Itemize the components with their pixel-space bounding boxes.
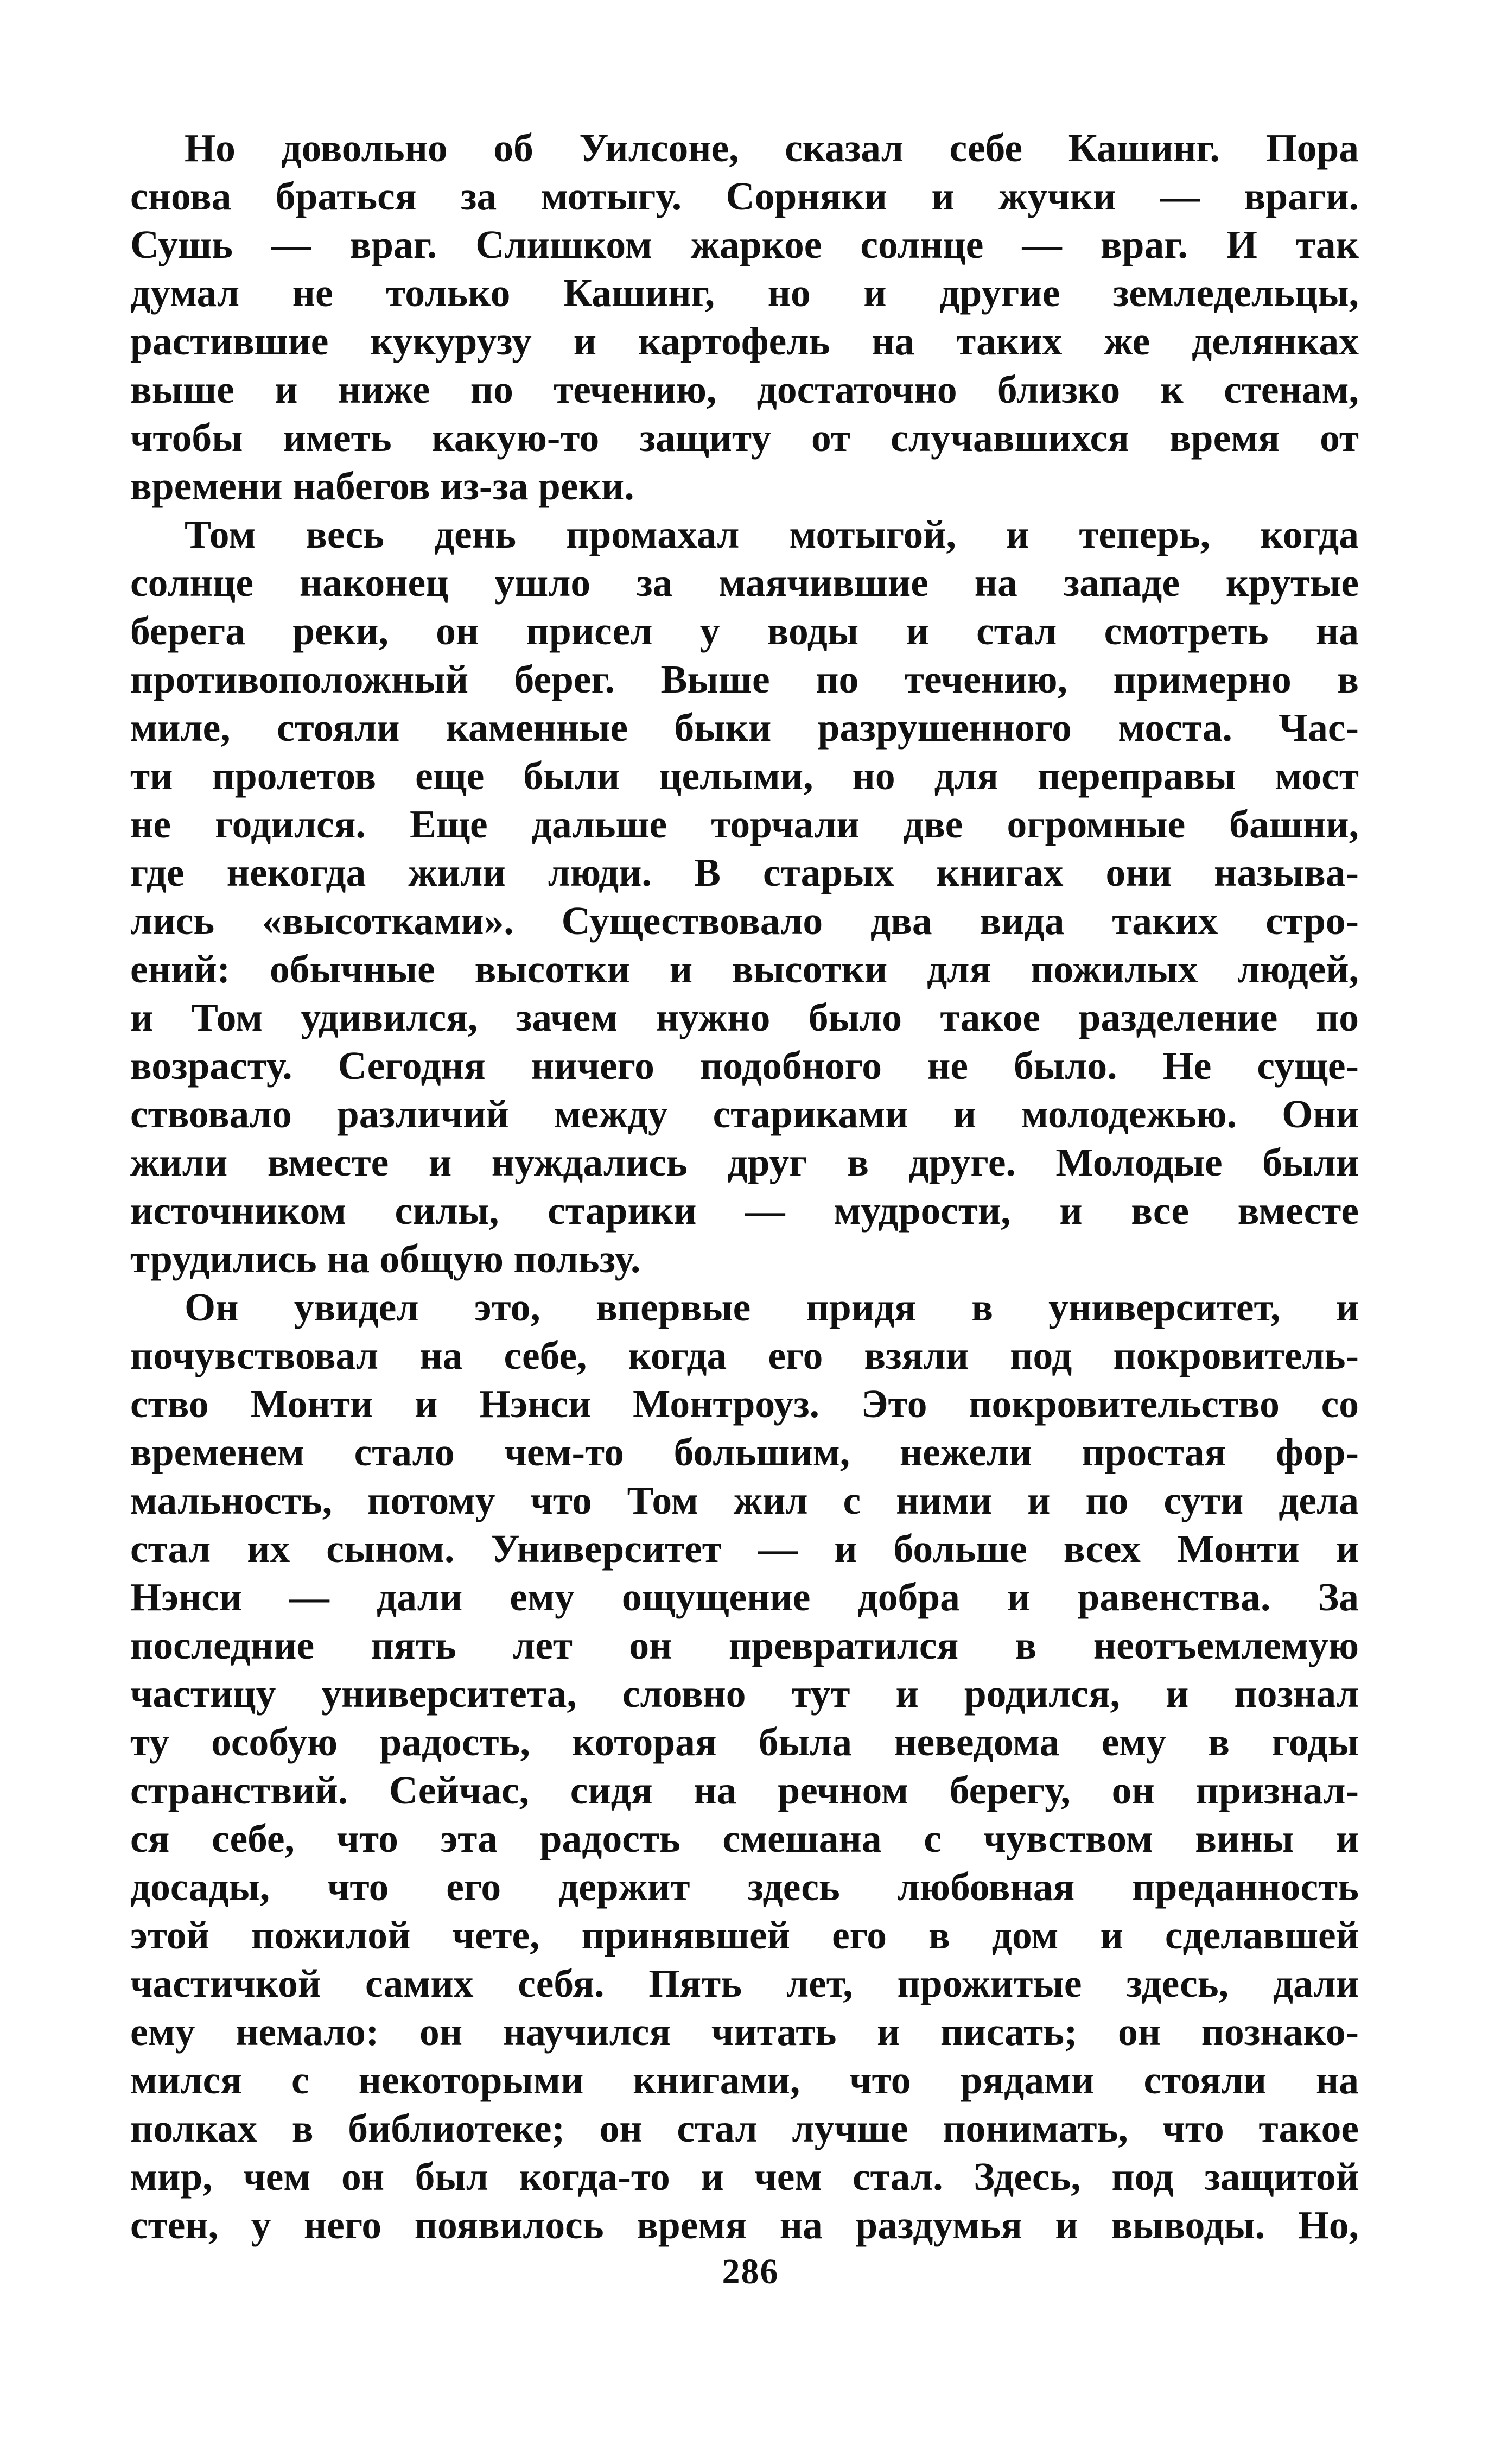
- text-line: временем стало чем-то большим, нежели простая фор-: [130, 1430, 1359, 1474]
- text-line: Но довольно об Уилсоне, сказал себе Кашинг. Пора: [185, 126, 1359, 170]
- text-line: ти пролетов еще были целыми, но для переправы мост: [130, 754, 1359, 798]
- text-line: мир, чем он был когда-то и чем стал. Здесь, под защитой: [130, 2155, 1359, 2199]
- text-line: странствий. Сейчас, сидя на речном берегу, он признал-: [130, 1768, 1359, 1812]
- text-line: стен, у него появилось время на раздумья и выводы. Но,: [130, 2203, 1359, 2247]
- page-body: [130, 124, 1359, 2249]
- text-line: ство Монти и Нэнси Монтроуз. Это покровительство со: [130, 1382, 1359, 1426]
- text-line: ствовало различий между стариками и молодежью. Они: [130, 1092, 1359, 1136]
- text-line: досады, что его держит здесь любовная преданность: [130, 1865, 1359, 1909]
- page-number: 286: [722, 2252, 779, 2291]
- text-line: почувствовал на себе, когда его взяли под покровитель-: [130, 1333, 1359, 1377]
- text-line: Он увидел это, впервые придя в университет, и: [185, 1285, 1359, 1329]
- text-line: снова браться за мотыгу. Сорняки и жучки — враги.: [130, 174, 1359, 218]
- text-line: времени набегов из-за реки.: [130, 464, 634, 508]
- paragraph-1: [130, 124, 1359, 510]
- text-line: трудились на общую пользу.: [130, 1237, 641, 1281]
- text-line: мился с некоторыми книгами, что рядами стояли на: [130, 2058, 1359, 2102]
- text-line: растившие кукурузу и картофель на таких же делянках: [130, 319, 1359, 363]
- text-line: этой пожилой чете, принявшей его в дом и сделавшей: [130, 1913, 1359, 1957]
- text-line: ся себе, что эта радость смешана с чувством вины и: [130, 1817, 1359, 1860]
- text-line: где некогда жили люди. В старых книгах они называ-: [130, 850, 1359, 894]
- text-line: полках в библиотеке; он стал лучше понимать, что такое: [130, 2106, 1359, 2150]
- text-line: миле, стояли каменные быки разрушенного моста. Час-: [130, 706, 1359, 750]
- text-line: Том весь день промахал мотыгой, и теперь, когда: [185, 512, 1359, 556]
- text-line: противоположный берег. Выше по течению, примерно в: [130, 657, 1359, 701]
- paragraph-3: [130, 1283, 1359, 2249]
- text-line: Сушь — враг. Слишком жаркое солнце — враг. И так: [130, 223, 1359, 266]
- text-line: возрасту. Сегодня ничего подобного не было. Не суще-: [130, 1044, 1359, 1088]
- text-line: Нэнси — дали ему ощущение добра и равенства. За: [130, 1575, 1359, 1619]
- text-line: ений: обычные высотки и высотки для пожилых людей,: [130, 947, 1359, 991]
- text-line: думал не только Кашинг, но и другие земледельцы,: [130, 271, 1359, 315]
- text-line: последние пять лет он превратился в неотъемлемую: [130, 1623, 1359, 1667]
- text-line: стал их сыном. Университет — и больше всех Монти и: [130, 1527, 1359, 1571]
- text-line: жили вместе и нуждались друг в друге. Молодые были: [130, 1140, 1359, 1184]
- paragraph-2: [130, 510, 1359, 1283]
- text-line: источником силы, старики — мудрости, и все вместе: [130, 1189, 1359, 1233]
- text-line: берега реки, он присел у воды и стал смотреть на: [130, 609, 1359, 653]
- text-line: частицу университета, словно тут и родился, и познал: [130, 1672, 1359, 1716]
- text-line: и Том удивился, зачем нужно было такое разделение по: [130, 995, 1359, 1039]
- text-line: выше и ниже по течению, достаточно близко к стенам,: [130, 367, 1359, 411]
- text-line: ему немало: он научился читать и писать; он познако-: [130, 2010, 1359, 2054]
- text-line: частичкой самих себя. Пять лет, прожитые здесь, дали: [130, 1961, 1359, 2005]
- text-line: не годился. Еще дальше торчали две огромные башни,: [130, 802, 1359, 846]
- text-line: солнце наконец ушло за маячившие на западе крутые: [130, 561, 1359, 605]
- text-line: мальность, потому что Том жил с ними и по сути дела: [130, 1478, 1359, 1522]
- text-line: чтобы иметь какую-то защиту от случавшихся время от: [130, 416, 1359, 460]
- text-line: лись «высотками». Существовало два вида таких стро-: [130, 899, 1359, 943]
- text-line: ту особую радость, которая была неведома ему в годы: [130, 1720, 1359, 1764]
